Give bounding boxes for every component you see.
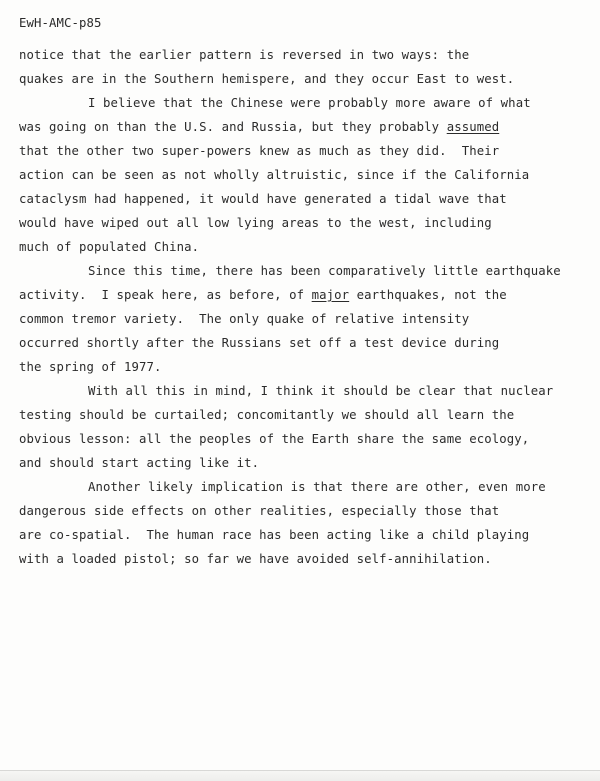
text-line: occurred shortly after the Russians set off a test device during <box>19 336 500 350</box>
text-line: obvious lesson: all the peoples of the Earth share the same ecology, <box>19 432 530 446</box>
text-line: with a loaded pistol; so far we have avoided self-annihilation. <box>19 552 492 566</box>
page-header: EwH-AMC-p85 <box>19 16 102 30</box>
text-line: the spring of 1977. <box>19 360 162 374</box>
underlined-word: assumed <box>446 120 500 134</box>
text-line: and should start acting like it. <box>19 456 260 470</box>
text-line: that the other two super-powers knew as much as they did. Their <box>19 144 500 158</box>
text-line: much of populated China. <box>19 240 200 254</box>
text-line: cataclysm had happened, it would have generated a tidal wave that <box>19 192 507 206</box>
text-line: notice that the earlier pattern is reversed in two ways: the <box>19 48 470 62</box>
text-line: testing should be curtailed; concomitantly we should all learn the <box>19 408 515 422</box>
text-line: activity. I speak here, as before, of major earthquakes, not the <box>19 288 507 302</box>
text-line: Another likely implication is that there are other, even more <box>88 480 546 494</box>
text-line: was going on than the U.S. and Russia, but they probably assumed <box>19 120 500 134</box>
text-line: would have wiped out all low lying areas to the west, including <box>19 216 492 230</box>
text-line: With all this in mind, I think it should be clear that nuclear <box>88 384 554 398</box>
text-line: are co-spatial. The human race has been acting like a child playing <box>19 528 530 542</box>
text-line: Since this time, there has been comparatively little earthquake <box>88 264 561 278</box>
text-line: dangerous side effects on other realities, especially those that <box>19 504 500 518</box>
scan-bottom-edge <box>0 770 600 781</box>
underlined-word: major <box>311 288 350 302</box>
text-line: common tremor variety. The only quake of relative intensity <box>19 312 470 326</box>
text-line: I believe that the Chinese were probably more aware of what <box>88 96 531 110</box>
text-line: action can be seen as not wholly altruistic, since if the California <box>19 168 530 182</box>
text-line: quakes are in the Southern hemispere, and they occur East to west. <box>19 72 515 86</box>
